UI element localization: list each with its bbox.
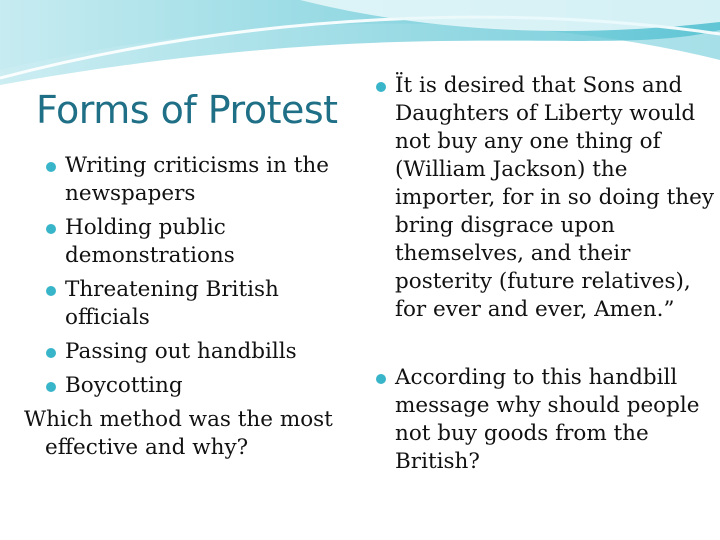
bullet-dot-icon [46,224,56,234]
list-item-text: Writing criticisms in the newspapers [65,153,329,206]
list-item [44,276,364,332]
left-column [24,152,364,484]
bullet-dot-icon [376,82,386,92]
slide-title: Forms of Protest [36,88,338,132]
bullet-dot-icon [46,348,56,358]
right-column [374,72,714,482]
handbill-quote [374,72,714,324]
list-item [44,152,364,208]
list-item-text: Passing out handbills [65,339,297,364]
list-item-text: Threatening British officials [65,277,279,330]
quote-text: Ït is desired that Sons and Daughters of Liberty would not buy any one thing of (William Jackson) the importer, for in so doing they bring disgrace upon themselves, and their posterity (future relatives), for ever and ever, Amen.” [395,73,714,322]
protest-methods-list [44,152,364,400]
handbill-question [374,364,714,476]
list-item-text: Holding public demonstrations [65,215,235,268]
bullet-dot-icon [46,382,56,392]
list-item-text: Boycotting [65,373,183,398]
list-item [44,214,364,270]
list-item [44,372,364,400]
handbill-list [374,72,714,476]
question-text: According to this handbill message why should people not buy goods from the British? [395,365,700,474]
bullet-dot-icon [46,162,56,172]
bullet-dot-icon [46,286,56,296]
list-item [44,338,364,366]
bullet-dot-icon [376,374,386,384]
discussion-question: Which method was the most effective and why? [24,407,333,460]
